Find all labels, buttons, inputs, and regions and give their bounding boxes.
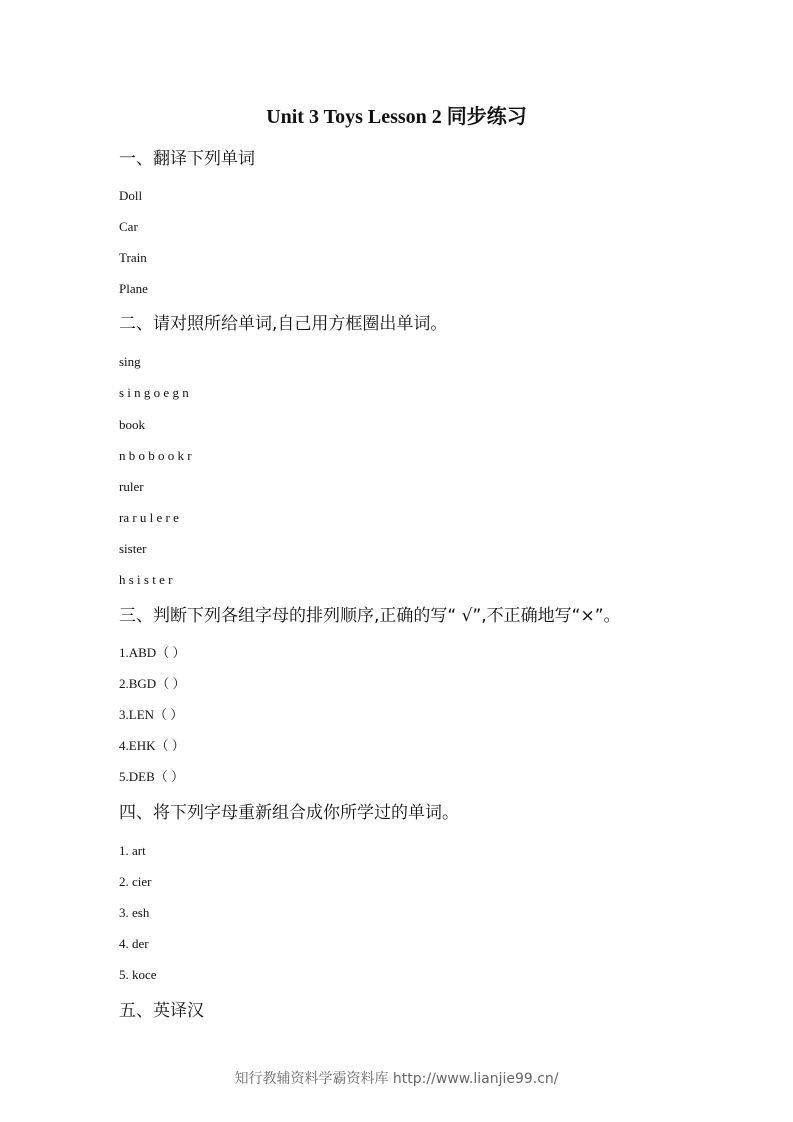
section-2-item: n b o b o o k r: [119, 448, 192, 463]
section-4-item: 4. der: [119, 936, 149, 951]
section-3-item: 2.BGD（ ）: [119, 676, 186, 691]
section-2-item: s i n g o e g n: [119, 385, 189, 400]
page-title: Unit 3 Toys Lesson 2 同步练习: [266, 106, 527, 128]
section-2-item: ra r u l e r e: [119, 510, 179, 525]
section-5-heading: 五、英译汉: [119, 1001, 204, 1021]
section-4-item: 3. esh: [119, 905, 150, 920]
section-4-item: 1. art: [119, 843, 146, 858]
section-3-item: 5.DEB（ ）: [119, 769, 185, 784]
section-3-item: 3.LEN（ ）: [119, 707, 184, 722]
section-1-item: Plane: [119, 281, 148, 296]
section-3-heading: 三、判断下列各组字母的排列顺序,正确的写“ √”,不正确地写“×”。: [119, 606, 621, 626]
section-3-item: 4.EHK（ ）: [119, 738, 185, 753]
section-2-item: ruler: [119, 479, 144, 494]
section-4-heading: 四、将下列字母重新组合成你所学过的单词。: [119, 803, 459, 823]
section-1-item: Doll: [119, 188, 143, 203]
section-2-item: sister: [119, 541, 147, 556]
section-2-heading: 二、请对照所给单词,自己用方框圈出单词。: [119, 314, 448, 334]
section-2-item: h s i s t e r: [119, 572, 173, 587]
section-1-item: Train: [119, 250, 147, 265]
section-2-item: sing: [119, 354, 141, 369]
section-4-item: 5. koce: [119, 967, 157, 982]
footer-watermark: 知行教辅资料学霸资料库 http://www.lianjie99.cn/: [234, 1071, 559, 1087]
section-4-item: 2. cier: [119, 874, 152, 889]
section-1-item: Car: [119, 219, 138, 234]
section-1-heading: 一、翻译下列单词: [119, 149, 255, 169]
section-2-item: book: [119, 417, 145, 432]
section-3-item: 1.ABD（ ）: [119, 645, 186, 660]
